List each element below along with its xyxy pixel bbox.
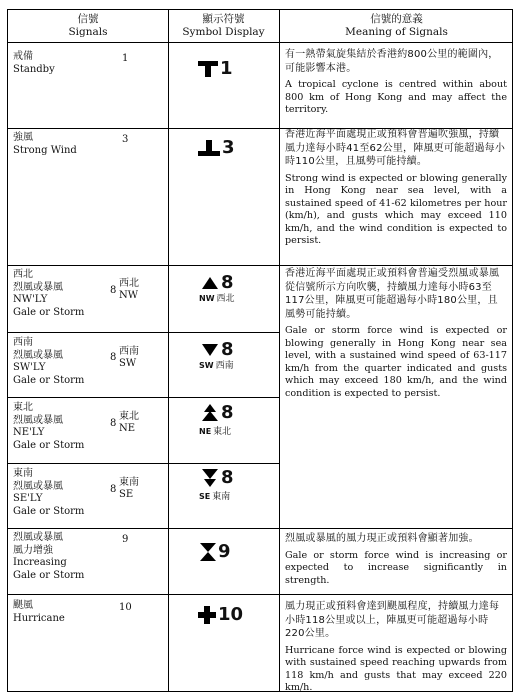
row-divider [8, 594, 512, 595]
header-symbol-en: Symbol Display [182, 26, 265, 38]
symbol-display: 10 [198, 606, 243, 624]
signal-name: 西南 烈風或暴風 SW'LY Gale or Storm [13, 337, 85, 386]
meaning-cell: 有一熱帶氣旋集結於香港約800公里的範圍內，可能影響本港。 A tropical cyclone is centred within about 800 km of Hong Kong and may affect the territory. [285, 49, 507, 116]
header-signals-zh: 信號 [77, 13, 99, 25]
symbol-caption: NW 西北 [199, 294, 235, 304]
hourglass-icon [200, 543, 216, 561]
signal-name: 東南 烈風或暴風 SE'LY Gale or Storm [13, 468, 85, 517]
meaning-cell-signal-8: 香港近海平面處現正或預料會普遍受烈風或暴風從信號所示方向吹襲，持續風力達每小時63至117公里，陣風更可能超過每小時180公里，且風勢可能持續。 Gale or storm force wind is expected or blowing generally in Hong Kong near sea level, with a sustained wind speed of 63-117 km/h from the quarter indicated and gusts which may exceed 180 km/h, and the wind condition is expected to persist. [285, 268, 507, 399]
triangle-down-icon [201, 343, 219, 357]
signal-direction: 西北 NW [119, 278, 139, 301]
header-symbol [168, 13, 279, 39]
symbol-display: 8 [201, 274, 234, 292]
signal-number: 3 [122, 134, 129, 145]
signal-name: 烈風或暴風 風力增強 Increasing Gale or Storm [13, 532, 85, 581]
signal-number: 8 [110, 484, 117, 495]
row-divider [8, 528, 512, 529]
symbol-display: 8 [201, 341, 234, 359]
row-divider [8, 463, 279, 464]
header-meaning-en: Meaning of Signals [345, 26, 448, 38]
meaning-cell: 烈風或暴風的風力現正或預料會顯著加強。 Gale or storm force wind is increasing or expected to increase significantly in strength. [285, 533, 507, 586]
signal-direction: 西南 SW [119, 346, 139, 369]
header-divider [8, 42, 512, 43]
double-triangle-up-icon [201, 404, 219, 422]
t-shape-icon [198, 61, 218, 77]
signal-name: 強風 Strong Wind [13, 132, 77, 156]
header-signals [8, 13, 168, 39]
signal-number: 10 [119, 602, 132, 613]
header-meaning [279, 13, 514, 39]
signals-table [7, 9, 513, 692]
column-divider [168, 10, 169, 691]
symbol-display: 8 [201, 404, 234, 422]
signal-number: 8 [110, 285, 117, 296]
signal-name: 西北 烈風或暴風 NW'LY Gale or Storm [13, 269, 85, 318]
header-meaning-zh: 信號的意義 [370, 13, 423, 25]
header-symbol-zh: 顯示符號 [202, 13, 245, 25]
row-divider [8, 265, 512, 266]
symbol-caption: SE 東南 [199, 492, 231, 502]
signal-name: 東北 烈風或暴風 NE'LY Gale or Storm [13, 402, 85, 451]
cross-icon [198, 606, 216, 624]
row-divider [8, 332, 279, 333]
column-divider [279, 10, 280, 691]
triangle-up-icon [201, 276, 219, 290]
symbol-display: 3 [198, 139, 235, 157]
signal-name: 戒備 Standby [13, 51, 55, 75]
signal-name: 颶風 Hurricane [13, 600, 65, 624]
signal-number: 9 [122, 534, 129, 545]
signal-number: 1 [122, 53, 129, 64]
signal-direction: 東南 SE [119, 477, 139, 500]
signal-number: 8 [110, 352, 117, 363]
double-triangle-down-icon [201, 469, 219, 487]
symbol-caption: NE 東北 [199, 427, 232, 437]
header-signals-en: Signals [68, 26, 108, 38]
inverted-t-icon [198, 140, 220, 156]
symbol-caption: SW 西南 [199, 361, 234, 371]
symbol-display: 1 [198, 60, 233, 78]
row-divider [8, 397, 279, 398]
meaning-cell: 風力現正或預料會達到颶風程度，持續風力達每小時118公里或以上，陣風更可能超過每小時220公里。 Hurricane force wind is expected or blowing with sustained speed reaching upwards from 118 km/h and gusts that may exceed 220 km/h. [285, 601, 507, 694]
signal-direction: 東北 NE [119, 411, 139, 434]
meaning-cell: 香港近海平面處現正或預料會普遍吹強風，持續風力達每小時41至62公里，陣風更可能超過每小時110公里，且風勢可能持續。 Strong wind is expected or blowing generally in Hong Kong near sea level, with a sustained speed of 41-62 kilometres per hour (km/h), and gusts which may exceed 110 km/h, and the wind condition is expected to persist. [285, 129, 507, 247]
signal-number: 8 [110, 418, 117, 429]
symbol-display: 9 [200, 543, 231, 561]
symbol-display: 8 [201, 469, 234, 487]
